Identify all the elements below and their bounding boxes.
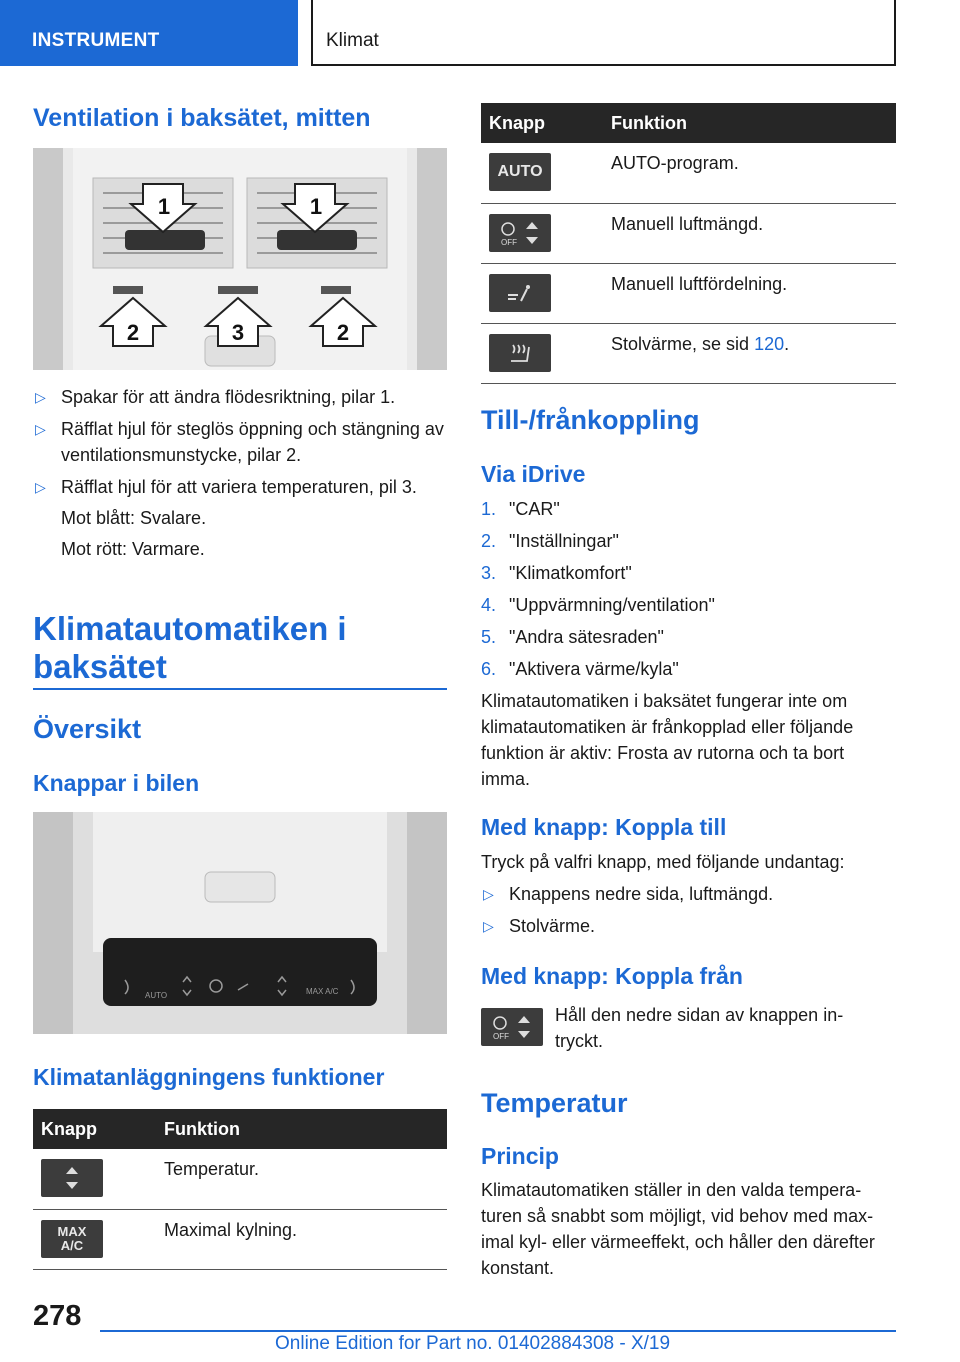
col-header-button: Knapp	[33, 1109, 156, 1149]
svg-text:OFF: OFF	[493, 1032, 509, 1041]
table-row	[33, 1149, 447, 1209]
temp-cold-text: Mot blått: Svalare.	[61, 508, 207, 528]
seat-heating-icon	[489, 334, 551, 372]
control-panel-photo	[33, 812, 447, 1034]
on-text: Tryck på valfri knapp, med följande undantag:	[481, 852, 845, 872]
list-item: 1. "CAR"	[481, 499, 560, 519]
col-header-button: Knapp	[481, 103, 603, 143]
section-title: INSTRUMENT	[32, 30, 160, 51]
page-number: 278	[33, 1300, 82, 1332]
triangle-bullet-icon: ▷	[483, 918, 494, 934]
off-text: Håll den nedre sidan av knappen in-tryckt.	[555, 1005, 844, 1051]
list-item: 4. "Uppvärmning/ventilation"	[481, 595, 715, 615]
vent-bullet-list	[33, 384, 449, 506]
chapter-tab	[311, 0, 896, 66]
air-distribution-icon	[489, 274, 551, 312]
heading-climate-rear: Klimatautomatiken i baksätet	[33, 610, 347, 685]
list-item: ▷ Knappens nedre sida, luftmängd.	[481, 881, 896, 907]
vent-photo	[33, 148, 447, 370]
function-text: Maximal kylning.	[156, 1209, 447, 1269]
on-bullet-list	[481, 881, 896, 945]
temp-warm-text: Mot rött: Varmare.	[61, 539, 205, 559]
heading-on-off: Till-/frånkoppling	[481, 405, 700, 435]
function-text: AUTO-program.	[603, 143, 896, 203]
heading-ventilation: Ventilation i baksätet, mitten	[33, 104, 371, 132]
list-item: ▷ Räfflat hjul för att variera temperaturen, pil 3.	[33, 474, 449, 500]
page-link[interactable]: 120	[754, 333, 785, 354]
edition-text: Online Edition for Part no. 01402884308 - X/19	[275, 1333, 671, 1354]
table-row	[481, 203, 896, 263]
triangle-bullet-icon: ▷	[35, 421, 46, 437]
function-text: Stolvärme, se sid 120.	[603, 323, 896, 383]
list-item: ▷ Spakar för att ändra flödesriktning, pilar 1.	[33, 384, 449, 410]
triangle-bullet-icon: ▷	[35, 389, 46, 405]
fan-off-icon	[489, 214, 551, 252]
col-header-function: Funktion	[603, 103, 896, 143]
idrive-note: Klimatautomatiken i baksätet fungerar inte om klimatautomatiken är frånkopplad eller följande funktion är aktiv: Frosta av rutorna och ta bort imma.	[481, 691, 854, 789]
section-tab	[0, 0, 298, 66]
callout-2-left: 2	[126, 320, 140, 345]
footer-rule	[100, 1330, 896, 1332]
list-item: ▷ Stolvärme.	[481, 913, 896, 939]
triangle-bullet-icon: ▷	[483, 886, 494, 902]
heading-principle: Princip	[481, 1143, 559, 1169]
callout-1-right: 1	[309, 194, 323, 219]
panel-maxac-label: MAX A/C	[306, 987, 339, 996]
table-row	[481, 323, 896, 383]
heading-button-off: Med knapp: Koppla från	[481, 963, 743, 989]
svg-text:OFF: OFF	[501, 237, 517, 247]
list-item: 6. "Aktivera värme/kyla"	[481, 659, 679, 679]
heading-via-idrive: Via iDrive	[481, 461, 586, 487]
idrive-steps	[481, 493, 896, 685]
chapter-title: Klimat	[326, 30, 379, 51]
table-row	[33, 1209, 447, 1269]
heading-rule	[33, 688, 447, 690]
list-item: 5. "Andra sätesraden"	[481, 627, 664, 647]
triangle-bullet-icon: ▷	[35, 479, 46, 495]
callout-3: 3	[231, 320, 245, 345]
table-row	[481, 263, 896, 323]
heading-overview: Översikt	[33, 714, 142, 744]
temperature-arrows-icon	[41, 1159, 103, 1197]
callout-2-right: 2	[336, 320, 350, 345]
table-row	[481, 143, 896, 203]
callout-1-left: 1	[157, 194, 171, 219]
max-ac-icon: MAX A/C	[41, 1220, 103, 1258]
heading-buttons-in-car: Knappar i bilen	[33, 770, 200, 796]
heading-button-on: Med knapp: Koppla till	[481, 814, 727, 840]
list-item: ▷ Räfflat hjul för steglös öppning och stängning av ventilationsmunstycke, pilar 2.	[33, 416, 449, 468]
list-item: 3. "Klimatkomfort"	[481, 563, 632, 583]
col-header-function: Funktion	[156, 1109, 447, 1149]
auto-icon: AUTO	[489, 153, 551, 191]
principle-text: Klimatautomatiken ställer in den valda tempera-turen så snabbt som möjligt, vid behov med max-imal kyl- eller värmeeffekt, och håller den därefter konstant.	[481, 1180, 875, 1278]
list-item: 2. "Inställningar"	[481, 531, 619, 551]
left-function-table	[33, 1109, 447, 1270]
panel-auto-label: AUTO	[145, 991, 168, 1000]
right-function-table	[481, 103, 896, 384]
function-text: Manuell luftfördelning.	[603, 263, 896, 323]
function-text: Manuell luftmängd.	[603, 203, 896, 263]
fan-off-icon	[481, 1008, 543, 1046]
heading-temperature: Temperatur	[481, 1088, 628, 1118]
heading-functions: Klimatanläggningens funktioner	[33, 1064, 385, 1090]
function-text: Temperatur.	[156, 1149, 447, 1209]
